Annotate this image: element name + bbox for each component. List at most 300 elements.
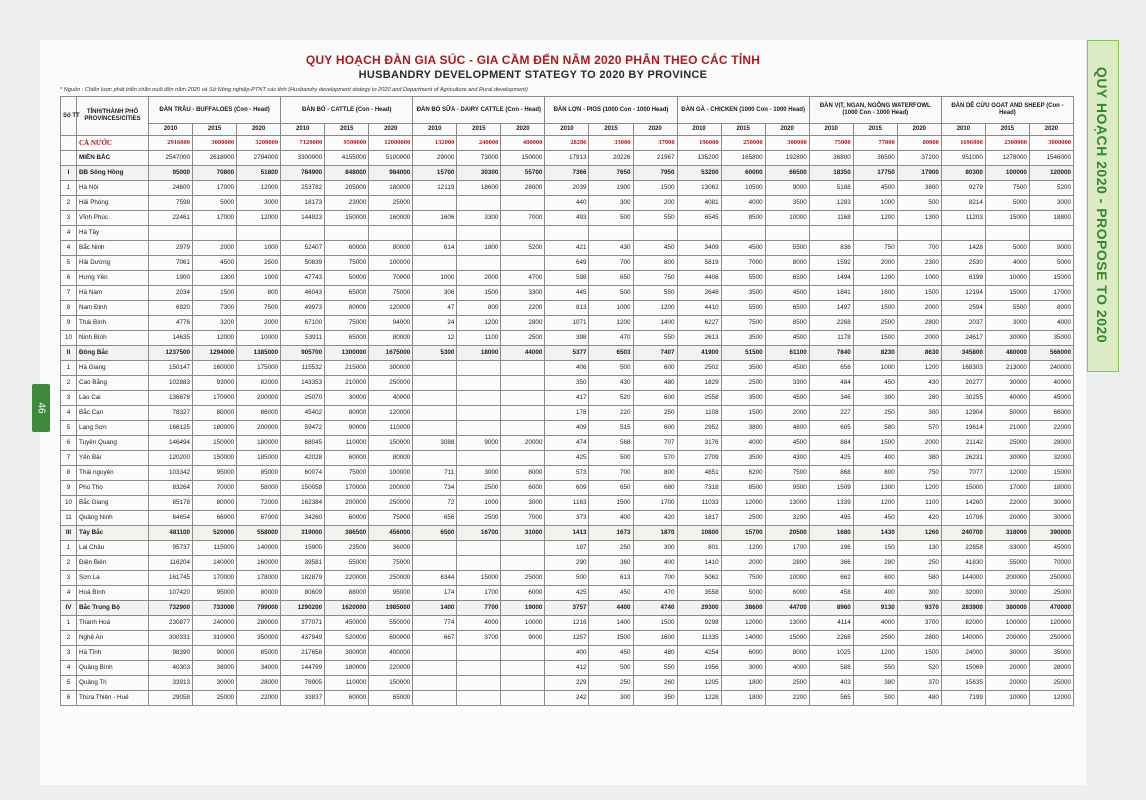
value-cell: 1300000 <box>325 346 369 361</box>
value-cell: 55000 <box>325 556 369 571</box>
row-number: 1 <box>61 361 77 376</box>
value-cell: 1606 <box>413 211 457 226</box>
value-cell: 1300 <box>853 481 897 496</box>
value-cell: 200000 <box>237 391 281 406</box>
value-cell: 1000 <box>457 496 501 511</box>
value-cell: 240000 <box>1029 361 1073 376</box>
value-cell: 550 <box>633 661 677 676</box>
value-cell: 1800 <box>721 691 765 706</box>
value-cell: 90000 <box>325 421 369 436</box>
province-name: Yên Bái <box>77 451 149 466</box>
value-cell: 300000 <box>765 136 809 151</box>
value-cell: 7500 <box>721 571 765 586</box>
value-cell: 1200 <box>721 541 765 556</box>
value-cell: 1900 <box>149 271 193 286</box>
value-cell: 6000 <box>501 586 545 601</box>
value-cell: 430 <box>589 376 633 391</box>
value-cell: 5100000 <box>369 151 413 166</box>
value-cell <box>413 421 457 436</box>
value-cell: 30000 <box>985 376 1029 391</box>
value-cell: 120200 <box>149 451 193 466</box>
value-cell: 450 <box>589 646 633 661</box>
value-cell <box>457 196 501 211</box>
value-cell: 150000 <box>325 211 369 226</box>
value-cell: 4254 <box>677 646 721 661</box>
province-name: Hoà Bình <box>77 586 149 601</box>
value-cell: 8500 <box>721 211 765 226</box>
value-cell: 600 <box>853 571 897 586</box>
value-cell: 1200 <box>589 316 633 331</box>
value-cell: 166125 <box>149 421 193 436</box>
row-number: 10 <box>61 331 77 346</box>
value-cell: 7500 <box>985 181 1029 196</box>
value-cell <box>677 226 721 241</box>
value-cell: 2500 <box>721 511 765 526</box>
value-cell: 10000 <box>765 211 809 226</box>
value-cell <box>413 541 457 556</box>
value-cell: 130 <box>897 541 941 556</box>
province-name: Nam Định <box>77 301 149 316</box>
value-cell: 7500 <box>721 316 765 331</box>
value-cell: 350 <box>633 691 677 706</box>
row-number <box>61 151 77 166</box>
value-cell: 13062 <box>677 181 721 196</box>
value-cell: 250000 <box>369 376 413 391</box>
value-cell: 80300 <box>941 166 985 181</box>
value-cell: 884 <box>809 436 853 451</box>
row-number: 1 <box>61 181 77 196</box>
value-cell: 40000 <box>1029 376 1073 391</box>
value-cell: 25000 <box>501 571 545 586</box>
value-cell: 1675000 <box>369 346 413 361</box>
value-cell: 1100 <box>897 496 941 511</box>
value-cell: 85000 <box>237 466 281 481</box>
value-cell: 420 <box>897 511 941 526</box>
value-cell: 17000 <box>193 181 237 196</box>
province-name: Thừa Thiên - Huế <box>77 691 149 706</box>
value-cell: 550 <box>853 661 897 676</box>
table-row <box>61 181 1074 196</box>
value-cell <box>501 646 545 661</box>
value-cell: 3000 <box>237 196 281 211</box>
value-cell: 800 <box>457 301 501 316</box>
value-cell: 400000 <box>369 646 413 661</box>
value-cell: 951000 <box>941 151 985 166</box>
value-cell: 9000 <box>501 631 545 646</box>
value-cell: 25000 <box>1029 586 1073 601</box>
region-row <box>61 601 1074 616</box>
value-cell: 75000 <box>325 316 369 331</box>
value-cell: 140000 <box>941 631 985 646</box>
value-cell: 400 <box>853 586 897 601</box>
year-header: 2015 <box>853 124 897 136</box>
value-cell <box>501 196 545 211</box>
value-cell: 60000 <box>721 166 765 181</box>
value-cell: 10000 <box>765 571 809 586</box>
value-cell <box>413 226 457 241</box>
value-cell: 1257 <box>545 631 589 646</box>
value-cell: 70800 <box>193 166 237 181</box>
value-cell: 1500 <box>897 646 941 661</box>
value-cell: 1000 <box>237 271 281 286</box>
value-cell: 8000 <box>501 466 545 481</box>
value-cell <box>149 226 193 241</box>
value-cell: 3000000 <box>1029 136 1073 151</box>
value-cell: 3200000 <box>237 136 281 151</box>
value-cell: 10000 <box>985 691 1029 706</box>
value-cell: 30000 <box>1029 511 1073 526</box>
value-cell: 3200 <box>193 316 237 331</box>
value-cell: 1237500 <box>149 346 193 361</box>
value-cell: 144799 <box>281 661 325 676</box>
year-header: 2020 <box>501 124 545 136</box>
row-number: 10 <box>61 496 77 511</box>
value-cell <box>457 421 501 436</box>
value-cell: 30300 <box>457 166 501 181</box>
value-cell: 6227 <box>677 316 721 331</box>
row-number: I <box>61 166 77 181</box>
value-cell: 2500 <box>853 316 897 331</box>
year-header: 2015 <box>193 124 237 136</box>
province-name: Phú Thọ <box>77 481 149 496</box>
group-header-waterfowl: ĐÀN VỊT, NGAN, NGỖNG WATERFOWL (1000 Con - 1000 Head) <box>809 97 941 124</box>
value-cell: 55000 <box>985 556 1029 571</box>
value-cell: 4851 <box>677 466 721 481</box>
value-cell: 80000 <box>193 406 237 421</box>
value-cell: 6344 <box>413 571 457 586</box>
value-cell: 4500 <box>765 286 809 301</box>
value-cell: 33837 <box>281 691 325 706</box>
value-cell: 1200 <box>897 361 941 376</box>
value-cell: 20000 <box>985 676 1029 691</box>
value-cell: 2594 <box>941 301 985 316</box>
value-cell: 3176 <box>677 436 721 451</box>
province-name: Lai Châu <box>77 541 149 556</box>
value-cell: 450000 <box>325 616 369 631</box>
value-cell: 1956 <box>677 661 721 676</box>
value-cell: 67100 <box>281 316 325 331</box>
value-cell: 2000 <box>853 256 897 271</box>
value-cell: 800 <box>633 466 677 481</box>
value-cell: 300 <box>589 196 633 211</box>
value-cell: 146494 <box>149 436 193 451</box>
value-cell <box>413 661 457 676</box>
value-cell: 25000 <box>369 196 413 211</box>
value-cell: 7366 <box>545 166 589 181</box>
table-row <box>61 391 1074 406</box>
husbandry-table <box>60 96 1074 706</box>
value-cell: 3300000 <box>281 151 325 166</box>
value-cell: 82000 <box>237 376 281 391</box>
value-cell: 9000 <box>1029 241 1073 256</box>
value-cell: 2000 <box>897 301 941 316</box>
value-cell: 1430 <box>853 526 897 541</box>
value-cell: 345800 <box>941 346 985 361</box>
value-cell: 34260 <box>281 511 325 526</box>
value-cell: 41830 <box>941 556 985 571</box>
row-number: 5 <box>61 256 77 271</box>
value-cell: 566000 <box>1029 346 1073 361</box>
value-cell: 500 <box>589 451 633 466</box>
value-cell: 10706 <box>941 511 985 526</box>
value-cell: 35000 <box>1029 331 1073 346</box>
value-cell <box>853 226 897 241</box>
value-cell: 500 <box>545 571 589 586</box>
value-cell: 80000 <box>193 496 237 511</box>
value-cell: 45402 <box>281 406 325 421</box>
value-cell: 813 <box>545 301 589 316</box>
value-cell: 2502 <box>677 361 721 376</box>
value-cell: 2037 <box>941 316 985 331</box>
value-cell: 28000 <box>1029 661 1073 676</box>
value-cell: 1339 <box>809 496 853 511</box>
year-header: 2015 <box>457 124 501 136</box>
value-cell: 3800 <box>721 421 765 436</box>
value-cell: 4400 <box>589 601 633 616</box>
group-header-chicken: ĐÀN GÀ - CHICKEN (1000 Con - 1000 Head) <box>677 97 809 124</box>
value-cell: 44000 <box>501 346 545 361</box>
value-cell: 29000 <box>413 151 457 166</box>
value-cell: 200000 <box>985 631 1029 646</box>
value-cell: 93000 <box>193 376 237 391</box>
value-cell: 2916000 <box>149 136 193 151</box>
value-cell: 17000 <box>1029 286 1073 301</box>
value-cell: 49973 <box>281 301 325 316</box>
value-cell: 41900 <box>677 346 721 361</box>
row-number: 6 <box>61 691 77 706</box>
value-cell: 132000 <box>413 136 457 151</box>
region-row <box>61 166 1074 181</box>
value-cell: 1494 <box>809 271 853 286</box>
value-cell: 185000 <box>237 451 281 466</box>
value-cell: 300 <box>897 406 941 421</box>
value-cell: 8630 <box>897 346 941 361</box>
value-cell: 5000 <box>985 196 1029 211</box>
value-cell: 66500 <box>765 166 809 181</box>
table-row <box>61 466 1074 481</box>
value-cell: 65000 <box>325 286 369 301</box>
province-name: Quảng Bình <box>77 661 149 676</box>
value-cell: 4500 <box>765 361 809 376</box>
value-cell: 700 <box>589 256 633 271</box>
value-cell: 667 <box>413 631 457 646</box>
value-cell <box>457 226 501 241</box>
value-cell: 1000 <box>897 271 941 286</box>
value-cell: 9500000 <box>325 136 369 151</box>
province-name: Nghệ An <box>77 631 149 646</box>
row-number: 4 <box>61 586 77 601</box>
province-name: Hà Nam <box>77 286 149 301</box>
value-cell: 61100 <box>765 346 809 361</box>
year-header: 2010 <box>281 124 325 136</box>
value-cell: 14635 <box>149 331 193 346</box>
value-cell: 17000 <box>985 481 1029 496</box>
value-cell: 984000 <box>369 166 413 181</box>
value-cell: 178000 <box>237 571 281 586</box>
value-cell: 60074 <box>281 466 325 481</box>
value-cell: 217658 <box>281 646 325 661</box>
value-cell: 46043 <box>281 286 325 301</box>
value-cell: 25070 <box>281 391 325 406</box>
value-cell: 390000 <box>1029 526 1073 541</box>
sub-row <box>61 151 1074 166</box>
value-cell: 1205 <box>677 676 721 691</box>
source-note: * Nguồn : Chiến lược phát triển chăn nuôi đến năm 2020 và Sở Nông nghiệp-PTNT các tỉnh (Husbandry development stategy to 2020 and Department of Agriculture and Rural development) <box>60 87 528 93</box>
value-cell: 2000 <box>721 556 765 571</box>
value-cell: 80000 <box>897 136 941 151</box>
value-cell: 1200 <box>853 496 897 511</box>
value-cell: 110000 <box>325 436 369 451</box>
value-cell: 649 <box>545 256 589 271</box>
value-cell: 2000 <box>237 316 281 331</box>
value-cell: 18000 <box>457 346 501 361</box>
value-cell: 3000000 <box>193 136 237 151</box>
value-cell: 143353 <box>281 376 325 391</box>
value-cell: 13000 <box>765 496 809 511</box>
value-cell: 170000 <box>193 571 237 586</box>
value-cell: 4410 <box>677 301 721 316</box>
value-cell: 7650 <box>589 166 633 181</box>
value-cell: 47743 <box>281 271 325 286</box>
value-cell: 180000 <box>325 661 369 676</box>
value-cell: 5500 <box>765 241 809 256</box>
value-cell: 1500 <box>721 406 765 421</box>
value-cell: 1546000 <box>1029 151 1073 166</box>
value-cell: 12000 <box>985 466 1029 481</box>
value-cell: 30000 <box>325 391 369 406</box>
value-cell: 72 <box>413 496 457 511</box>
value-cell: 1841 <box>809 286 853 301</box>
value-cell: 480 <box>633 646 677 661</box>
value-cell: 1294000 <box>193 346 237 361</box>
value-cell: 1600 <box>633 631 677 646</box>
value-cell: 3757 <box>545 601 589 616</box>
value-cell: 250000 <box>1029 631 1073 646</box>
value-cell: 1900 <box>589 181 633 196</box>
value-cell: 1400 <box>589 616 633 631</box>
value-cell <box>1029 226 1073 241</box>
value-cell: 197 <box>545 541 589 556</box>
table-row <box>61 646 1074 661</box>
value-cell <box>501 451 545 466</box>
value-cell <box>897 226 941 241</box>
value-cell: 39581 <box>281 556 325 571</box>
value-cell: 550000 <box>369 616 413 631</box>
value-cell: 3000 <box>985 316 1029 331</box>
value-cell: 300 <box>589 691 633 706</box>
value-cell: 458 <box>809 586 853 601</box>
value-cell: 8500 <box>721 481 765 496</box>
value-cell: 1620000 <box>325 601 369 616</box>
value-cell: 1500 <box>633 181 677 196</box>
value-cell: 120000 <box>369 301 413 316</box>
value-cell: 4000 <box>765 661 809 676</box>
value-cell: 3000 <box>457 466 501 481</box>
value-cell: 380 <box>853 676 897 691</box>
value-cell: 215000 <box>325 361 369 376</box>
value-cell: 2000 <box>193 241 237 256</box>
value-cell: 85178 <box>149 496 193 511</box>
value-cell: 242 <box>545 691 589 706</box>
value-cell: 205000 <box>325 181 369 196</box>
value-cell: 40000 <box>369 391 413 406</box>
value-cell: 9000 <box>457 436 501 451</box>
value-cell: 3409 <box>677 241 721 256</box>
year-header: 2010 <box>413 124 457 136</box>
value-cell: 500 <box>853 691 897 706</box>
value-cell: 24 <box>413 316 457 331</box>
table-row <box>61 211 1074 226</box>
value-cell <box>413 406 457 421</box>
value-cell: 3300 <box>457 211 501 226</box>
value-cell: 280 <box>853 556 897 571</box>
value-cell <box>413 676 457 691</box>
province-name: Bắc Ninh <box>77 241 149 256</box>
row-number: 7 <box>61 286 77 301</box>
title-english: HUSBANDRY DEVELOPMENT STATEGY TO 2020 BY PROVINCE <box>358 69 708 81</box>
value-cell: 28000 <box>237 676 281 691</box>
value-cell: 1500 <box>457 286 501 301</box>
total-row <box>61 136 1074 151</box>
value-cell: 700 <box>897 241 941 256</box>
value-cell: 12904 <box>941 406 985 421</box>
value-cell: 801 <box>677 541 721 556</box>
value-cell: 12000000 <box>369 136 413 151</box>
value-cell: 9500 <box>765 481 809 496</box>
value-cell: 550 <box>633 211 677 226</box>
value-cell <box>501 676 545 691</box>
province-name: Hưng Yên <box>77 271 149 286</box>
value-cell: 25000 <box>985 436 1029 451</box>
table-row <box>61 571 1074 586</box>
value-cell: 10000 <box>501 616 545 631</box>
value-cell: 2952 <box>677 421 721 436</box>
value-cell <box>501 691 545 706</box>
value-cell: 78905 <box>281 676 325 691</box>
row-number: 7 <box>61 451 77 466</box>
value-cell: 450 <box>853 511 897 526</box>
value-cell: 50000 <box>985 406 1029 421</box>
value-cell: 1163 <box>545 496 589 511</box>
row-number: 5 <box>61 421 77 436</box>
table-row <box>61 301 1074 316</box>
value-cell: 75000 <box>809 136 853 151</box>
value-cell: 9279 <box>941 181 985 196</box>
value-cell: 15635 <box>941 676 985 691</box>
value-cell: 5500 <box>721 301 765 316</box>
value-cell: 440 <box>545 196 589 211</box>
year-header: 2015 <box>325 124 369 136</box>
table-row <box>61 631 1074 646</box>
value-cell: 425 <box>545 451 589 466</box>
year-header: 2020 <box>237 124 281 136</box>
value-cell: 4081 <box>677 196 721 211</box>
value-cell: 6500 <box>413 526 457 541</box>
value-cell: 25000 <box>193 691 237 706</box>
value-cell: 2800 <box>501 316 545 331</box>
value-cell: 437949 <box>281 631 325 646</box>
year-header: 2010 <box>677 124 721 136</box>
col-header-no: Số TT <box>61 97 77 136</box>
value-cell: 520000 <box>193 526 237 541</box>
row-number: 2 <box>61 196 77 211</box>
value-cell: 1400 <box>633 316 677 331</box>
value-cell: 609 <box>545 481 589 496</box>
value-cell: 6000 <box>765 586 809 601</box>
year-header: 2015 <box>589 124 633 136</box>
value-cell <box>413 646 457 661</box>
row-number: IV <box>61 601 77 616</box>
